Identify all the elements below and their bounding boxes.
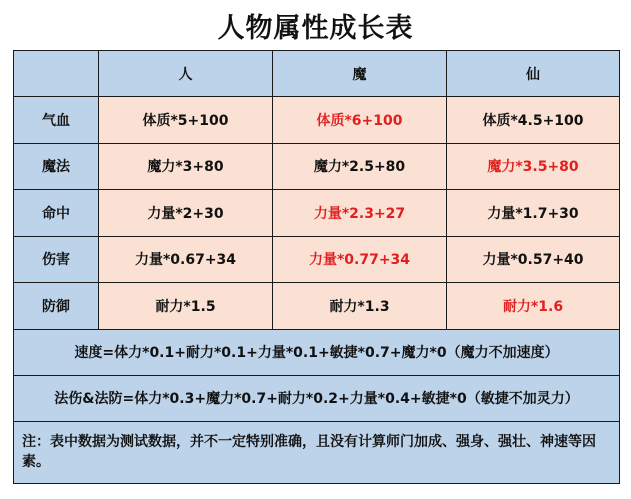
- cell-value: 体质*5+100: [99, 97, 273, 144]
- cell-value: 力量*0.67+34: [99, 236, 273, 283]
- table-row: [14, 236, 620, 283]
- cell-value: 体质*6+100: [273, 97, 447, 144]
- table-row: [14, 143, 620, 190]
- row-label: 防御: [14, 283, 99, 330]
- header-corner: [14, 51, 99, 97]
- page-title: 人物属性成长表: [217, 13, 414, 44]
- cell-value: 力量*1.7+30: [447, 190, 620, 237]
- table-row: [14, 190, 620, 237]
- cell-value: 力量*2+30: [99, 190, 273, 237]
- table-header-row: [14, 51, 620, 97]
- row-label: 伤害: [14, 236, 99, 283]
- speed-formula: 速度=体力*0.1+耐力*0.1+力量*0.1+敏捷*0.7+魔力*0（魔力不加速度）: [14, 329, 620, 375]
- formula-row: [14, 375, 620, 421]
- cell-value: 力量*2.3+27: [273, 190, 447, 237]
- magic-formula: 法伤&法防=体力*0.3+魔力*0.7+耐力*0.2+力量*0.4+敏捷*0（敏捷不加灵力）: [14, 375, 620, 421]
- cell-value: 耐力*1.5: [99, 283, 273, 330]
- table-row: [14, 97, 620, 144]
- cell-value: 魔力*2.5+80: [273, 143, 447, 190]
- formula-row: [14, 329, 620, 375]
- cell-value: 耐力*1.3: [273, 283, 447, 330]
- row-label: 气血: [14, 97, 99, 144]
- header-human: 人: [99, 51, 273, 97]
- header-demon: 魔: [273, 51, 447, 97]
- note-row: [14, 421, 620, 483]
- header-immortal: 仙: [447, 51, 620, 97]
- table-row: [14, 283, 620, 330]
- cell-value: 魔力*3.5+80: [447, 143, 620, 190]
- cell-value: 力量*0.77+34: [273, 236, 447, 283]
- attribute-growth-table: [13, 50, 620, 484]
- cell-value: 耐力*1.6: [447, 283, 620, 330]
- cell-value: 体质*4.5+100: [447, 97, 620, 144]
- row-label: 命中: [14, 190, 99, 237]
- row-label: 魔法: [14, 143, 99, 190]
- footnote: 注：表中数据为测试数据，并不一定特别准确，且没有计算师门加成、强身、强壮、神速等因素。: [14, 421, 620, 483]
- cell-value: 魔力*3+80: [99, 143, 273, 190]
- cell-value: 力量*0.57+40: [447, 236, 620, 283]
